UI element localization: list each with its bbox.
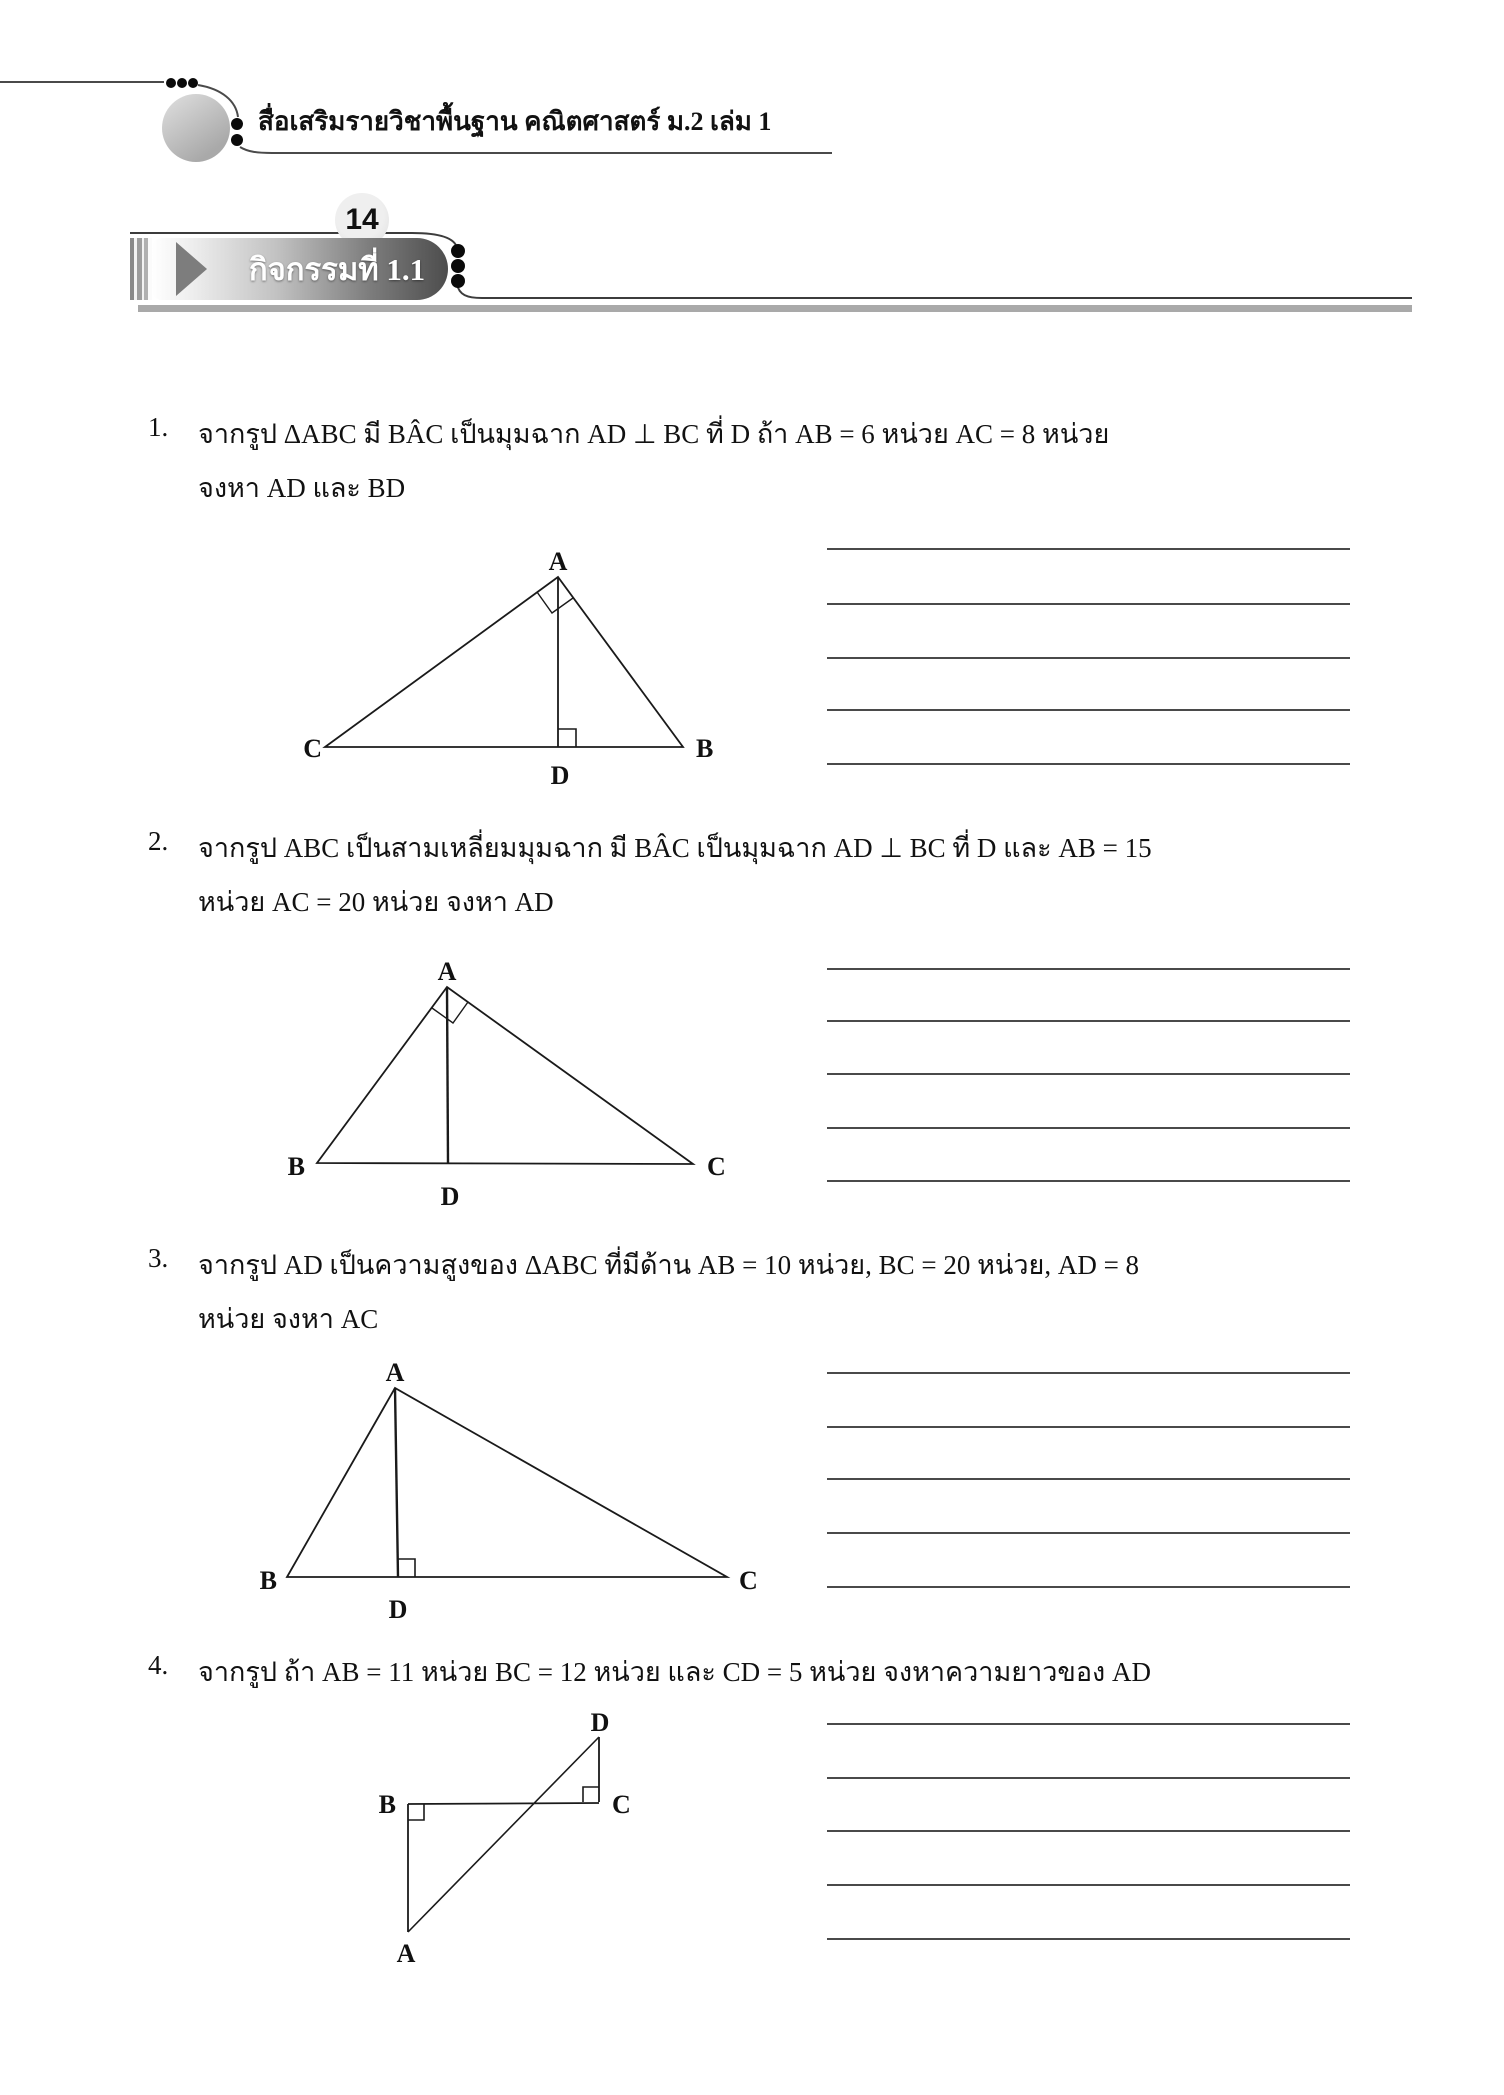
problem-number: 3. (148, 1243, 169, 1273)
vertex-label: C (303, 734, 322, 763)
problem-text-line: จากรูป ถ้า AB = 11 หน่วย BC = 12 หน่วย และ CD = 5 หน่วย จงหาความยาวของ AD (198, 1657, 1151, 1687)
answer-line (827, 657, 1350, 659)
answer-line (827, 763, 1350, 765)
right-angle-mark-b (408, 1804, 424, 1820)
problem-number: 4. (148, 1650, 169, 1680)
vertex-label: B (287, 1152, 305, 1181)
right-angle-mark-a (432, 1002, 468, 1023)
header-underline (240, 147, 832, 153)
vertex-label: A (396, 1939, 416, 1968)
answer-line (827, 1830, 1350, 1832)
problem-text-line: หน่วย จงหา AC (198, 1304, 379, 1334)
answer-line (827, 1020, 1350, 1022)
problem-number: 2. (148, 826, 169, 856)
page-number-badge (162, 94, 379, 236)
banner-dot (451, 259, 465, 273)
answer-line (827, 1723, 1350, 1725)
header-dot (231, 134, 243, 146)
right-angle-mark-d (558, 729, 576, 747)
answer-line (827, 1884, 1350, 1886)
banner-dot (451, 244, 465, 258)
activity-title: กิจกรรมที่ 1.1 (248, 252, 426, 287)
answer-line (827, 1127, 1350, 1129)
segment-bc (408, 1803, 599, 1804)
triangle-figure-1 (280, 545, 730, 795)
triangle-figure-2 (280, 955, 730, 1215)
answer-line (827, 548, 1350, 550)
book-title: สื่อเสริมรายวิชาพื้นฐาน คณิตศาสตร์ ม.2 เล่ม 1 (258, 107, 772, 136)
banner-dot (451, 274, 465, 288)
answer-line (827, 968, 1350, 970)
vertex-label: A (437, 957, 457, 986)
vertex-label: D (440, 1182, 460, 1211)
answer-line (827, 1426, 1350, 1428)
altitude-ad (395, 1388, 398, 1577)
section-divider-bar (138, 305, 1412, 312)
problem-text-line: จากรูป ABC เป็นสามเหลี่ยมมุมฉาก มี BÂC เป็นมุมฉาก AD ⊥ BC ที่ D และ AB = 15 (198, 833, 1152, 863)
problem-text-line: จากรูป ΔABC มี BÂC เป็นมุมฉาก AD ⊥ BC ที่ D ถ้า AB = 6 หน่วย AC = 8 หน่วย (198, 419, 1110, 449)
vertex-label: B (259, 1566, 277, 1595)
right-angle-mark-d (398, 1559, 415, 1577)
vertex-label: D (590, 1708, 610, 1737)
page-number: 14 (335, 193, 389, 247)
problem-text-line: หน่วย AC = 20 หน่วย จงหา AD (198, 887, 554, 917)
answer-line (827, 1478, 1350, 1480)
answer-line (827, 603, 1350, 605)
vertex-label: D (388, 1595, 408, 1624)
answer-line (827, 1586, 1350, 1588)
answer-line (827, 1180, 1350, 1182)
answer-line (827, 709, 1350, 711)
vertex-label: A (385, 1358, 405, 1387)
answer-line (827, 1938, 1350, 1940)
problem-text-line: จากรูป AD เป็นความสูงของ ΔABC ที่มีด้าน AB = 10 หน่วย, BC = 20 หน่วย, AD = 8 (198, 1250, 1140, 1280)
problem-number: 1. (148, 412, 169, 442)
vertex-label: B (696, 734, 714, 763)
triangle-figure-4 (360, 1700, 640, 1975)
header-dot (231, 118, 243, 130)
answer-line (827, 1532, 1350, 1534)
triangle-figure-3 (255, 1358, 758, 1628)
vertex-label: A (548, 547, 568, 576)
header-dot (177, 78, 187, 88)
right-angle-mark-a (537, 592, 573, 613)
banner-stripes (130, 238, 152, 300)
vertex-label: C (739, 1566, 758, 1595)
altitude-ad (447, 987, 448, 1163)
vertex-label: D (550, 761, 570, 790)
vertex-label: C (612, 1790, 631, 1819)
arrow-right-icon (176, 242, 207, 296)
header-dot (166, 78, 176, 88)
segment-ad (408, 1737, 599, 1932)
vertex-label: B (378, 1790, 396, 1819)
right-angle-mark-c (583, 1787, 599, 1802)
answer-line (827, 1372, 1350, 1374)
header-dot (188, 78, 198, 88)
answer-line (827, 1073, 1350, 1075)
vertex-label: C (707, 1152, 726, 1181)
banner-tail-rule (457, 284, 1412, 298)
answer-line (827, 1777, 1350, 1779)
problem-text-line: จงหา AD และ BD (198, 473, 406, 503)
